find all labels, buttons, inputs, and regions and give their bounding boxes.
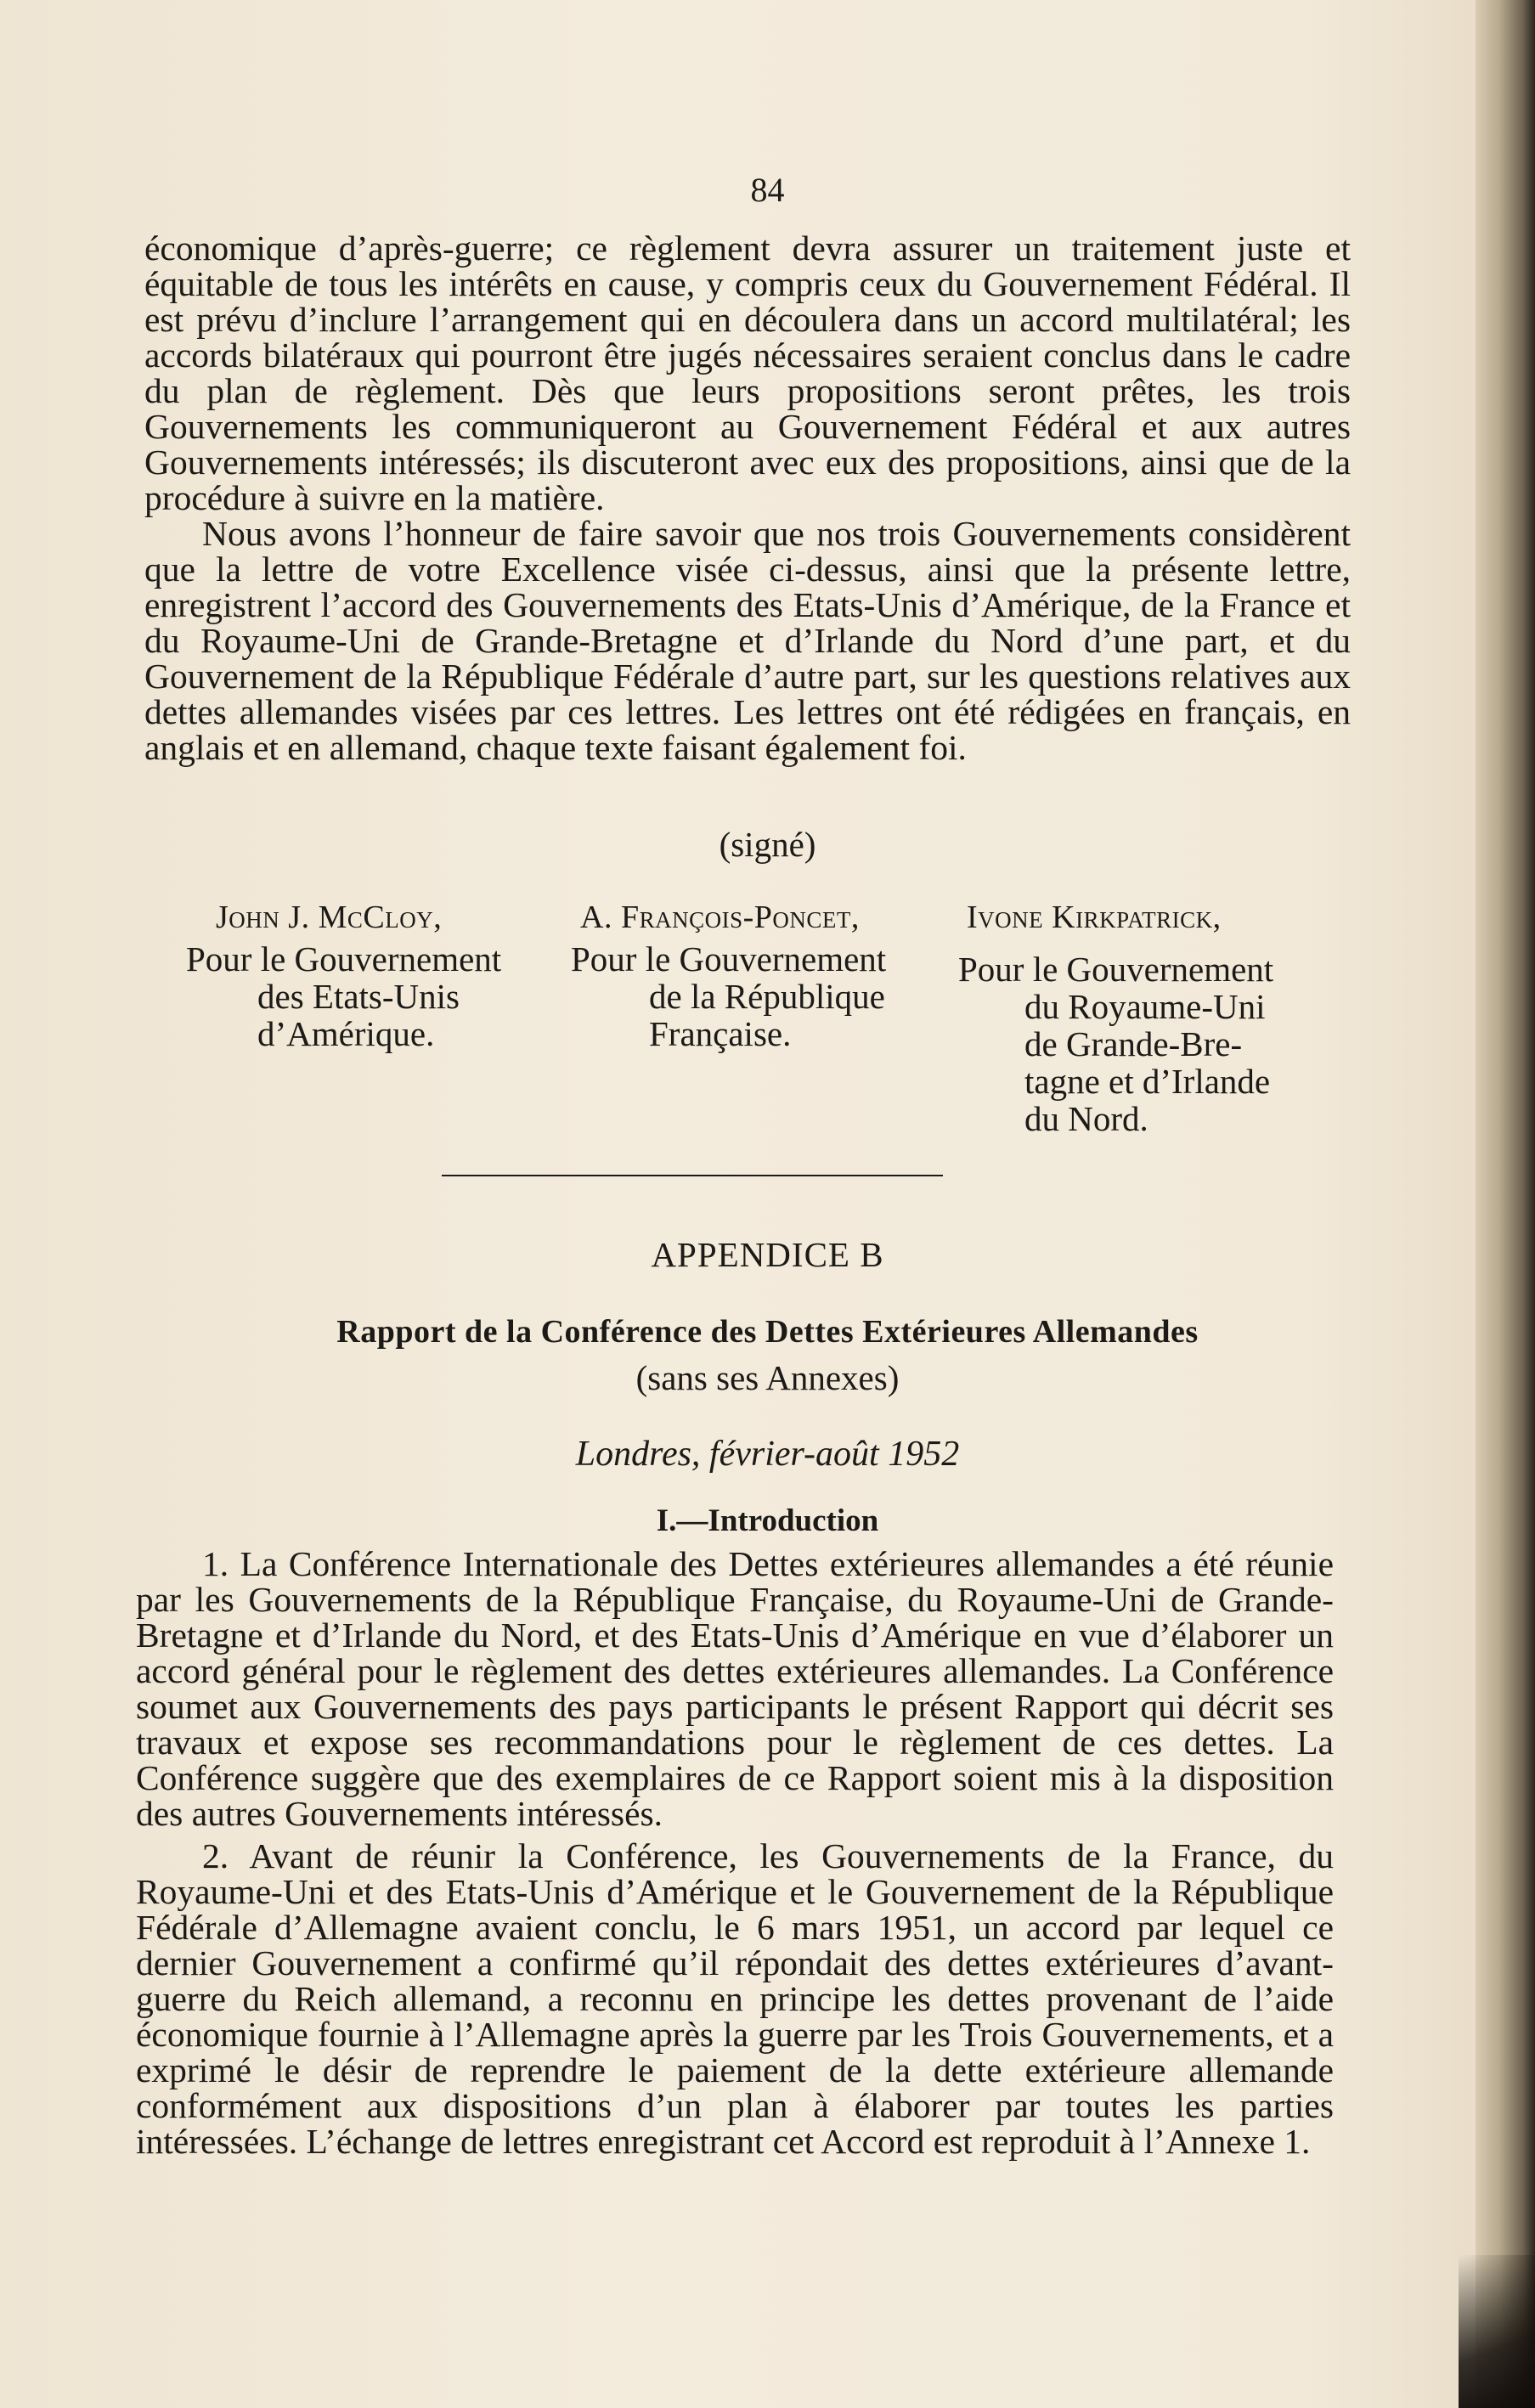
letter-paragraph-1: économique d’après-guerre; ce règlement devra assurer un traitement juste et équitable de tous les intérêts en cause, y compris ceux du Gouvernement Fédéral. Il est prévu d’inclure l’arrangement qui en découlera dans un accord multilatéral; les accords bilatéraux qui pourront être jugés nécessaires seraient conclus dans le cadre du plan de règlement. Dès que leurs propositions seront prêtes, les trois Gouvernements les communiqueront au Gouvernement Fédéral et aux autres Gouvernements intéressés; ils discuteront avec eux des propositions, ainsi que de la procédure à suivre en la matière.: [144, 228, 1351, 517]
signatory-1-line: d’Amérique.: [257, 1014, 435, 1053]
report-paragraph-1: 1. La Conférence Internationale des Dettes extérieures allemandes a été réunie par les Gouvernements de la République Française, du Royaume-Uni de Grande-Bretagne et d’Irlande du Nord, et des Etats-Unis d’Amérique en vue d’élaborer un accord général pour le règlement des dettes extérieures allemandes. La Conférence soumet aux Gouvernements des pays participants le présent Rapport qui décrit ses travaux et expose ses recommandations pour le règlement de ces dettes. La Conférence suggère que des exemplaires de ce Rapport soient mis à la disposition des autres Gouvernements intéressés.: [136, 1544, 1334, 1833]
signatory-3-line: du Nord.: [1024, 1099, 1148, 1138]
report-body: [136, 1546, 1334, 2159]
signatory-3-title: [958, 950, 1332, 1137]
signatory-1-line: des Etats-Unis: [257, 977, 460, 1016]
letter-body: [144, 230, 1351, 765]
signatory-3-line: tagne et d’Irlande: [1024, 1062, 1271, 1101]
signatory-3-line: du Royaume-Uni: [1024, 987, 1266, 1026]
signed-label: (signé): [719, 825, 816, 864]
report-title: Rapport de la Conférence des Dettes Extérieures Allemandes: [336, 1314, 1199, 1350]
letter-paragraph-2: Nous avons l’honneur de faire savoir que nos trois Gouvernements considèrent que la lettre de votre Excellence visée ci-dessus, ainsi que la présente lettre, enregistrent l’accord des Gouvernements des Etats-Unis d’Amérique, de la France et du Royaume-Uni de Grande-Bretagne et d’Irlande du Nord d’une part, et du Gouvernement de la République Fédérale d’autre part, sur les questions relatives aux dettes allemandes visées par ces lettres. Les lettres ont été rédigées en français, en anglais et en allemand, chaque texte faisant également foi.: [144, 514, 1351, 767]
signatory-1-title: [186, 940, 534, 1052]
signatory-1-line: Pour le Gouvernement: [186, 939, 502, 978]
page-binding-shadow: [1476, 0, 1535, 2408]
report-subtitle: (sans ses Annexes): [635, 1358, 900, 1397]
report-paragraph-2: 2. Avant de réunir la Conférence, les Gouvernements de la France, du Royaume-Uni et des Etats-Unis d’Amérique et le Gouvernement de la République Fédérale d’Allemagne avaient conclu, le 6 mars 1951, un accord par lequel ce dernier Gouvernement a confirmé qu’il répondait des dettes extérieures d’avant-guerre du Reich allemand, a reconnu en principe les dettes provenant de l’aide économique fournie à l’Allemagne après la guerre par les Trois Gouvernements, et a exprimé le désir de reprendre le paiement de la dette extérieure allemande conformément aux dispositions d’un plan à élaborer par toutes les parties intéressées. L’échange de lettres enregistrant cet Accord est reproduit à l’Annexe 1.: [136, 1836, 1334, 2161]
appendix-heading: APPENDICE B: [651, 1235, 884, 1274]
place-date: Londres, février-août 1952: [575, 1435, 960, 1474]
signatory-2-title: [571, 940, 928, 1052]
signatory-2-name: A. François-Poncet,: [580, 899, 860, 935]
page-number: 84: [750, 171, 785, 209]
signatory-3-line: Pour le Gouvernement: [958, 950, 1274, 989]
signatory-2-line: Pour le Gouvernement: [571, 939, 887, 978]
signatory-1-name: John J. McCloy,: [216, 899, 443, 935]
signatory-3-name: Ivone Kirkpatrick,: [967, 899, 1222, 935]
page-corner-shadow: [1459, 2255, 1535, 2408]
section-title: I.—Introduction: [656, 1503, 879, 1538]
signatory-2-line: Française.: [649, 1014, 792, 1053]
signatory-2-line: de la République: [649, 977, 885, 1016]
section-divider: [442, 1175, 943, 1176]
signatory-3-line: de Grande-Bre-: [1024, 1024, 1243, 1063]
